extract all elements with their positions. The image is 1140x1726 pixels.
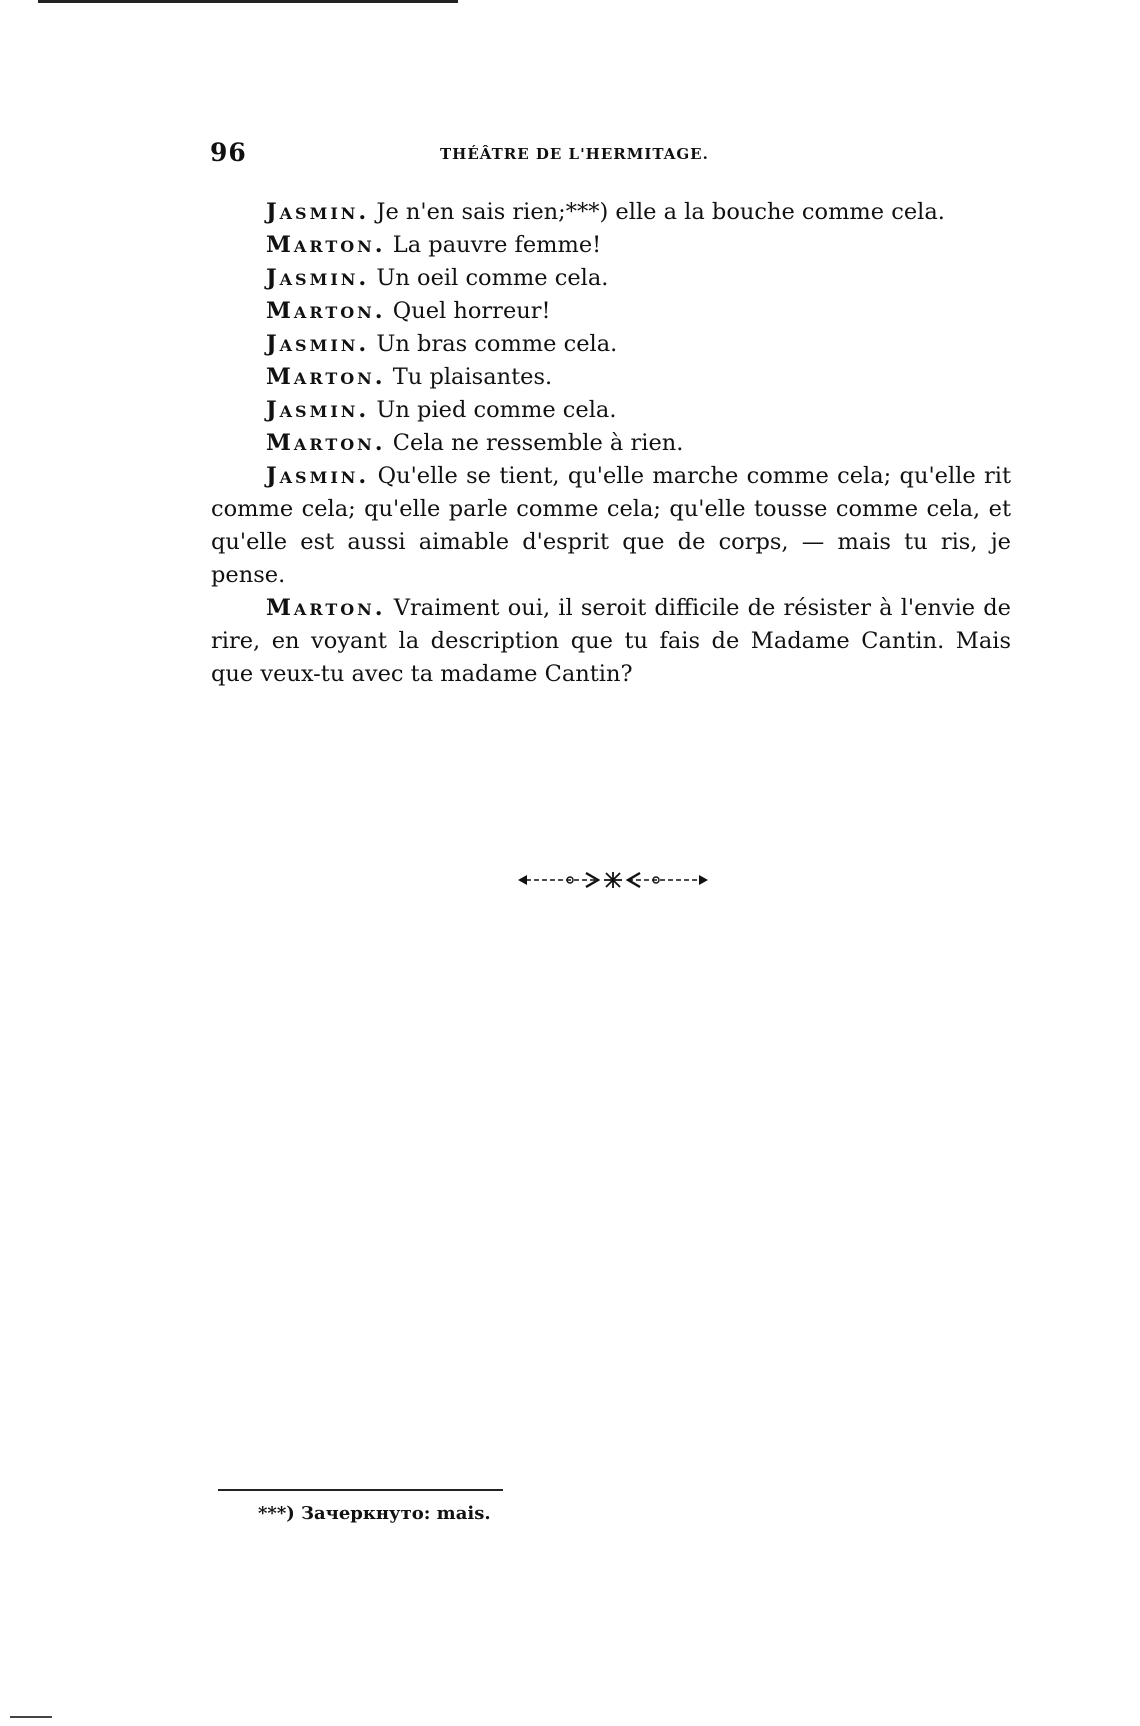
dialogue-text: La pauvre femme! bbox=[385, 232, 602, 258]
page-header bbox=[210, 138, 1010, 172]
speaker-name: Jasmin. bbox=[266, 265, 370, 291]
dialogue-text: Cela ne ressemble à rien. bbox=[385, 430, 684, 456]
speaker-name: Marton. bbox=[266, 595, 386, 621]
dialogue-text: Je n'en sais rien;***) elle a la bouche comme cela. bbox=[369, 199, 945, 225]
dialogue-line bbox=[211, 427, 1011, 460]
speaker-name: Marton. bbox=[266, 430, 386, 456]
footnote: ***) Зачеркнуто: mais. bbox=[258, 1503, 491, 1524]
dialogue-paragraph bbox=[211, 460, 1011, 592]
play-text bbox=[211, 196, 1011, 691]
dialogue-line bbox=[211, 196, 1011, 229]
speaker-name: Marton. bbox=[266, 232, 386, 258]
speaker-name: Jasmin. bbox=[266, 199, 370, 225]
speaker-name: Jasmin. bbox=[266, 463, 370, 489]
dialogue-text: Un oeil comme cela. bbox=[369, 265, 609, 291]
dialogue-line bbox=[211, 229, 1011, 262]
dialogue-text: Un bras comme cela. bbox=[369, 331, 618, 357]
dialogue-text: Tu plaisantes. bbox=[385, 364, 553, 390]
ornament-divider-icon bbox=[518, 870, 708, 890]
dialogue-line bbox=[211, 295, 1011, 328]
dialogue-line bbox=[211, 328, 1011, 361]
speaker-name: Jasmin. bbox=[266, 331, 370, 357]
running-title: THÉÂTRE DE L'HERMITAGE. bbox=[440, 145, 709, 163]
top-edge-rule bbox=[38, 0, 458, 3]
dialogue-line bbox=[211, 262, 1011, 295]
speaker-name: Marton. bbox=[266, 364, 386, 390]
dialogue-line bbox=[211, 361, 1011, 394]
dialogue-line bbox=[211, 394, 1011, 427]
dialogue-text: Quel horreur! bbox=[385, 298, 551, 324]
speaker-name: Marton. bbox=[266, 298, 386, 324]
dialogue-paragraph bbox=[211, 592, 1011, 691]
dialogue-text: Qu'elle se tient, qu'elle marche comme cela; qu'elle rit comme cela; qu'elle parle comme cela; qu'elle tousse comme cela, et qu'elle est aussi aimable d'esprit que de corps, — mais tu ris, je pense. bbox=[211, 463, 1011, 588]
dialogue-text: Un pied comme cela. bbox=[369, 397, 617, 423]
footnote-rule bbox=[218, 1489, 503, 1491]
page-number: 96 bbox=[210, 138, 247, 167]
dialogue-text: Vraiment oui, il seroit difficile de résister à l'envie de rire, en voyant la description que tu fais de Madame Cantin. Mais que veux-tu avec ta madame Cantin? bbox=[211, 595, 1011, 687]
bottom-edge-mark bbox=[10, 1716, 52, 1718]
speaker-name: Jasmin. bbox=[266, 397, 370, 423]
